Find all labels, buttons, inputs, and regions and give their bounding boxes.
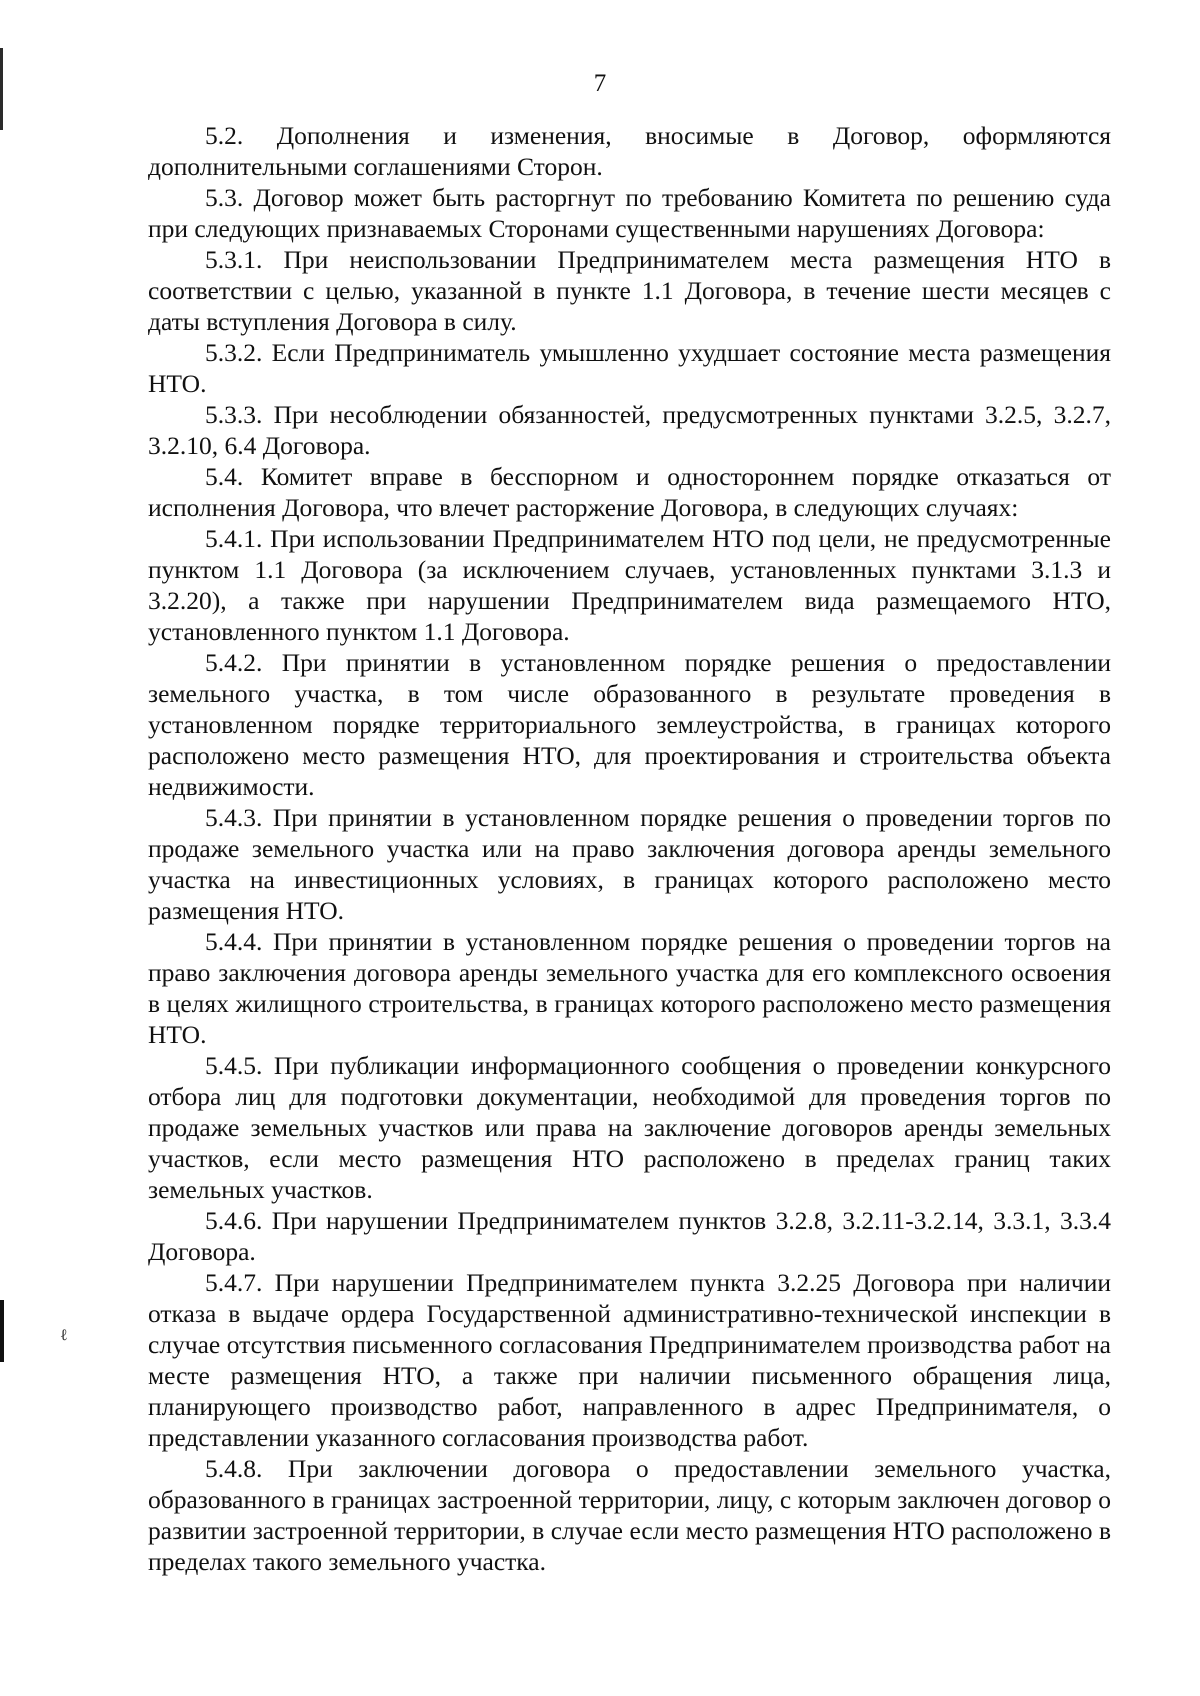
paragraph-5-4-4: 5.4.4. При принятии в установленном порядке решения о проведении торгов на право заключения договора аренды земельного участка для его комплексного освоения в целях жилищного строительства, в границах которого расположено место размещения НТО.: [148, 927, 1111, 1049]
paragraph-5-4-1: 5.4.1. При использовании Предпринимателем НТО под цели, не предусмотренные пунктом 1.1 Договора (за исключением случаев, установленных пунктами 3.1.3 и 3.2.20), а также при нарушении Предпринимателем вида размещаемого НТО, установленного пунктом 1.1 Договора.: [148, 524, 1111, 646]
paragraph-5-4-8: 5.4.8. При заключении договора о предоставлении земельного участка, образованного в границах застроенной территории, лицу, с которым заключен договор о развитии застроенной территории, в случае если место размещения НТО расположено в пределах такого земельного участка.: [148, 1454, 1111, 1576]
paragraph-5-4: 5.4. Комитет вправе в бесспорном и одностороннем порядке отказаться от исполнения Договора, что влечет расторжение Договора, в следующих случаях:: [148, 462, 1111, 522]
paragraph-5-3: 5.3. Договор может быть расторгнут по требованию Комитета по решению суда при следующих признаваемых Сторонами существенными нарушениях Договора:: [148, 183, 1111, 243]
page-number: 7: [593, 70, 607, 97]
scan-edge-mark: [0, 1300, 4, 1362]
paragraph-5-4-2: 5.4.2. При принятии в установленном порядке решения о предоставлении земельного участка, в том числе образованного в результате проведения в установленном порядке территориального землеустройства, в границах которого расположено место размещения НТО, для проектирования и строительства объекта недвижимости.: [148, 648, 1111, 801]
paragraph-5-3-1: 5.3.1. При неиспользовании Предпринимателем места размещения НТО в соответствии с целью, указанной в пункте 1.1 Договора, в течение шести месяцев с даты вступления Договора в силу.: [148, 245, 1111, 336]
paragraph-5-4-6: 5.4.6. При нарушении Предпринимателем пунктов 3.2.8, 3.2.11-3.2.14, 3.3.1, 3.3.4 Договора.: [148, 1206, 1111, 1266]
paragraph-5-3-3: 5.3.3. При несоблюдении обязанностей, предусмотренных пунктами 3.2.5, 3.2.7, 3.2.10, 6.4 Договора.: [148, 400, 1111, 460]
paragraph-5-4-7: 5.4.7. При нарушении Предпринимателем пункта 3.2.25 Договора при наличии отказа в выдаче ордера Государственной административно-технической инспекции в случае отсутствия письменного согласования Предпринимателем производства работ на месте размещения НТО, а также при наличии письменного обращения лица, планирующего производство работ, направленного в адрес Предпринимателя, о представлении указанного согласования производства работ.: [148, 1268, 1111, 1452]
paragraph-5-3-2: 5.3.2. Если Предприниматель умышленно ухудшает состояние места размещения НТО.: [148, 338, 1111, 398]
paragraph-5-4-5: 5.4.5. При публикации информационного сообщения о проведении конкурсного отбора лиц для подготовки документации, необходимой для проведения торгов по продаже земельных участков или права на заключение договоров аренды земельных участков, если место размещения НТО расположено в пределах границ таких земельных участков.: [148, 1051, 1111, 1204]
margin-mark: ℓ: [60, 1327, 68, 1344]
paragraph-5-2: 5.2. Дополнения и изменения, вносимые в Договор, оформляются дополнительными соглашениями Сторон.: [148, 121, 1111, 181]
paragraph-5-4-3: 5.4.3. При принятии в установленном порядке решения о проведении торгов по продаже земельного участка или на право заключения договора аренды земельного участка на инвестиционных условиях, в границах которого расположено место размещения НТО.: [148, 803, 1111, 925]
document-body: [148, 120, 1111, 1577]
